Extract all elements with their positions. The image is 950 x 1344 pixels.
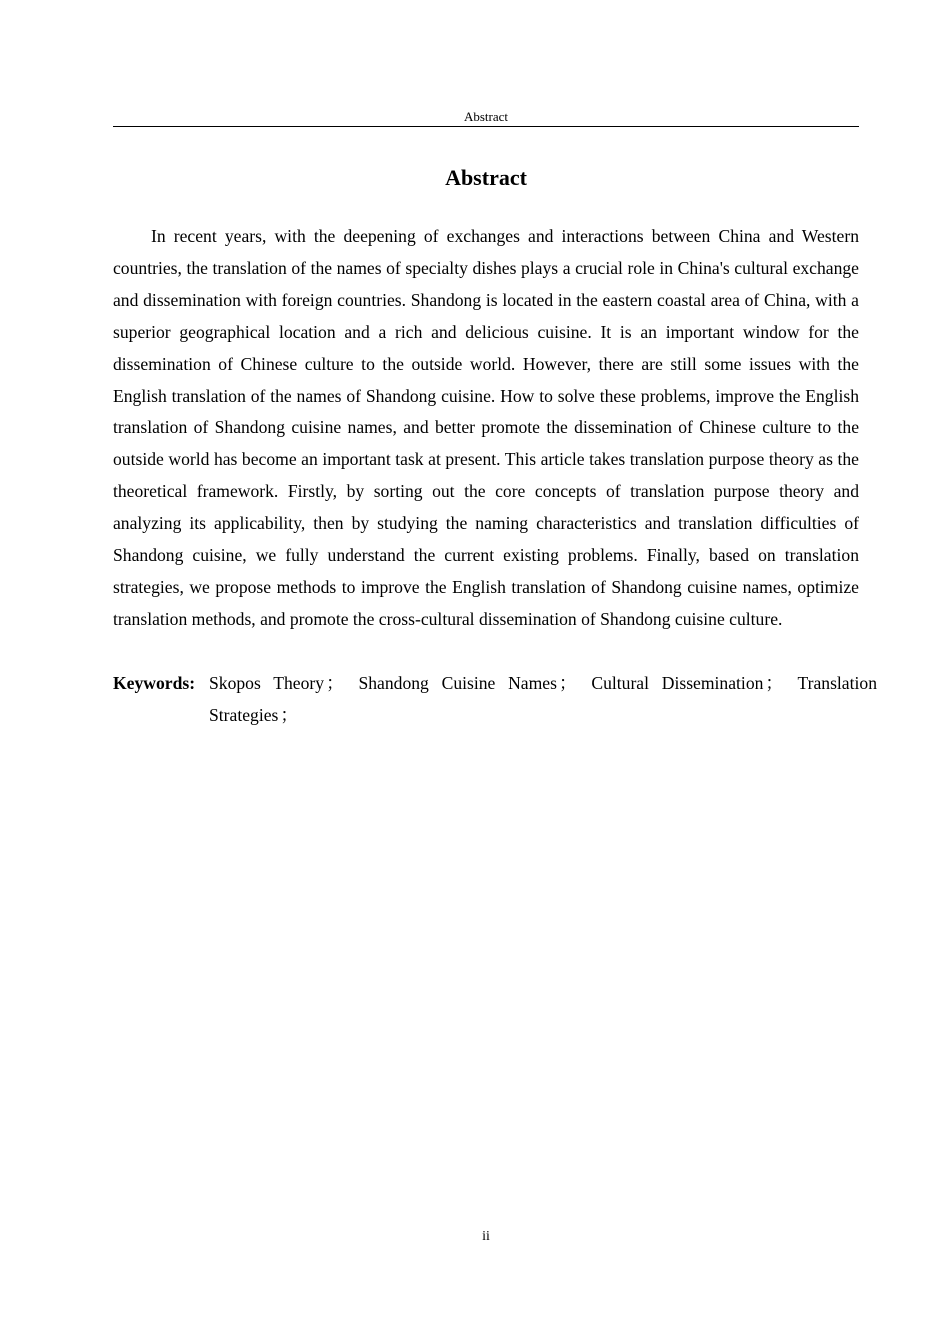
page-number: ii bbox=[482, 1229, 490, 1244]
running-header: Abstract bbox=[463, 109, 509, 124]
keywords-list bbox=[209, 668, 877, 732]
page-title: Abstract bbox=[445, 165, 527, 190]
keywords-line bbox=[113, 668, 877, 732]
keywords-label: Keywords: bbox=[113, 673, 196, 693]
abstract-paragraph: In recent years, with the deepening of exchanges and interactions between China and Western countries, the translation of the names of specialty dishes plays a crucial role in China's cultural exchange and dissemination with foreign countries. Shandong is located in the eastern coastal area of China, with a superior geographical location and a rich and delicious cuisine. It is an important window for the dissemination of Chinese culture to the outside world. However, there are still some issues with the English translation of the names of Shandong cuisine. How to solve these problems, improve the English translation of Shandong cuisine names, and better promote the dissemination of Chinese culture to the outside world has become an important task at present. This article takes translation purpose theory as the theoretical framework. Firstly, by sorting out the core concepts of translation purpose theory and analyzing its applicability, then by studying the naming characteristics and translation difficulties of Shandong cuisine, we fully understand the current existing problems. Finally, based on translation strategies, we propose methods to improve the English translation of Shandong cuisine names, optimize translation methods, and promote the cross-cultural dissemination of Shandong cuisine culture. bbox=[113, 226, 859, 629]
keyword-item: Shandong Cuisine Names bbox=[358, 673, 557, 693]
keyword-item: Skopos Theory bbox=[209, 673, 325, 693]
keyword-separator: ； bbox=[326, 673, 344, 693]
keyword-item: Cultural Dissemination bbox=[591, 673, 764, 693]
keyword-separator: ； bbox=[280, 704, 298, 725]
keyword-item: Translation Strategies bbox=[209, 673, 877, 725]
keyword-separator: ； bbox=[558, 673, 577, 693]
keyword-separator: ； bbox=[765, 673, 784, 693]
header-rule bbox=[113, 126, 859, 127]
